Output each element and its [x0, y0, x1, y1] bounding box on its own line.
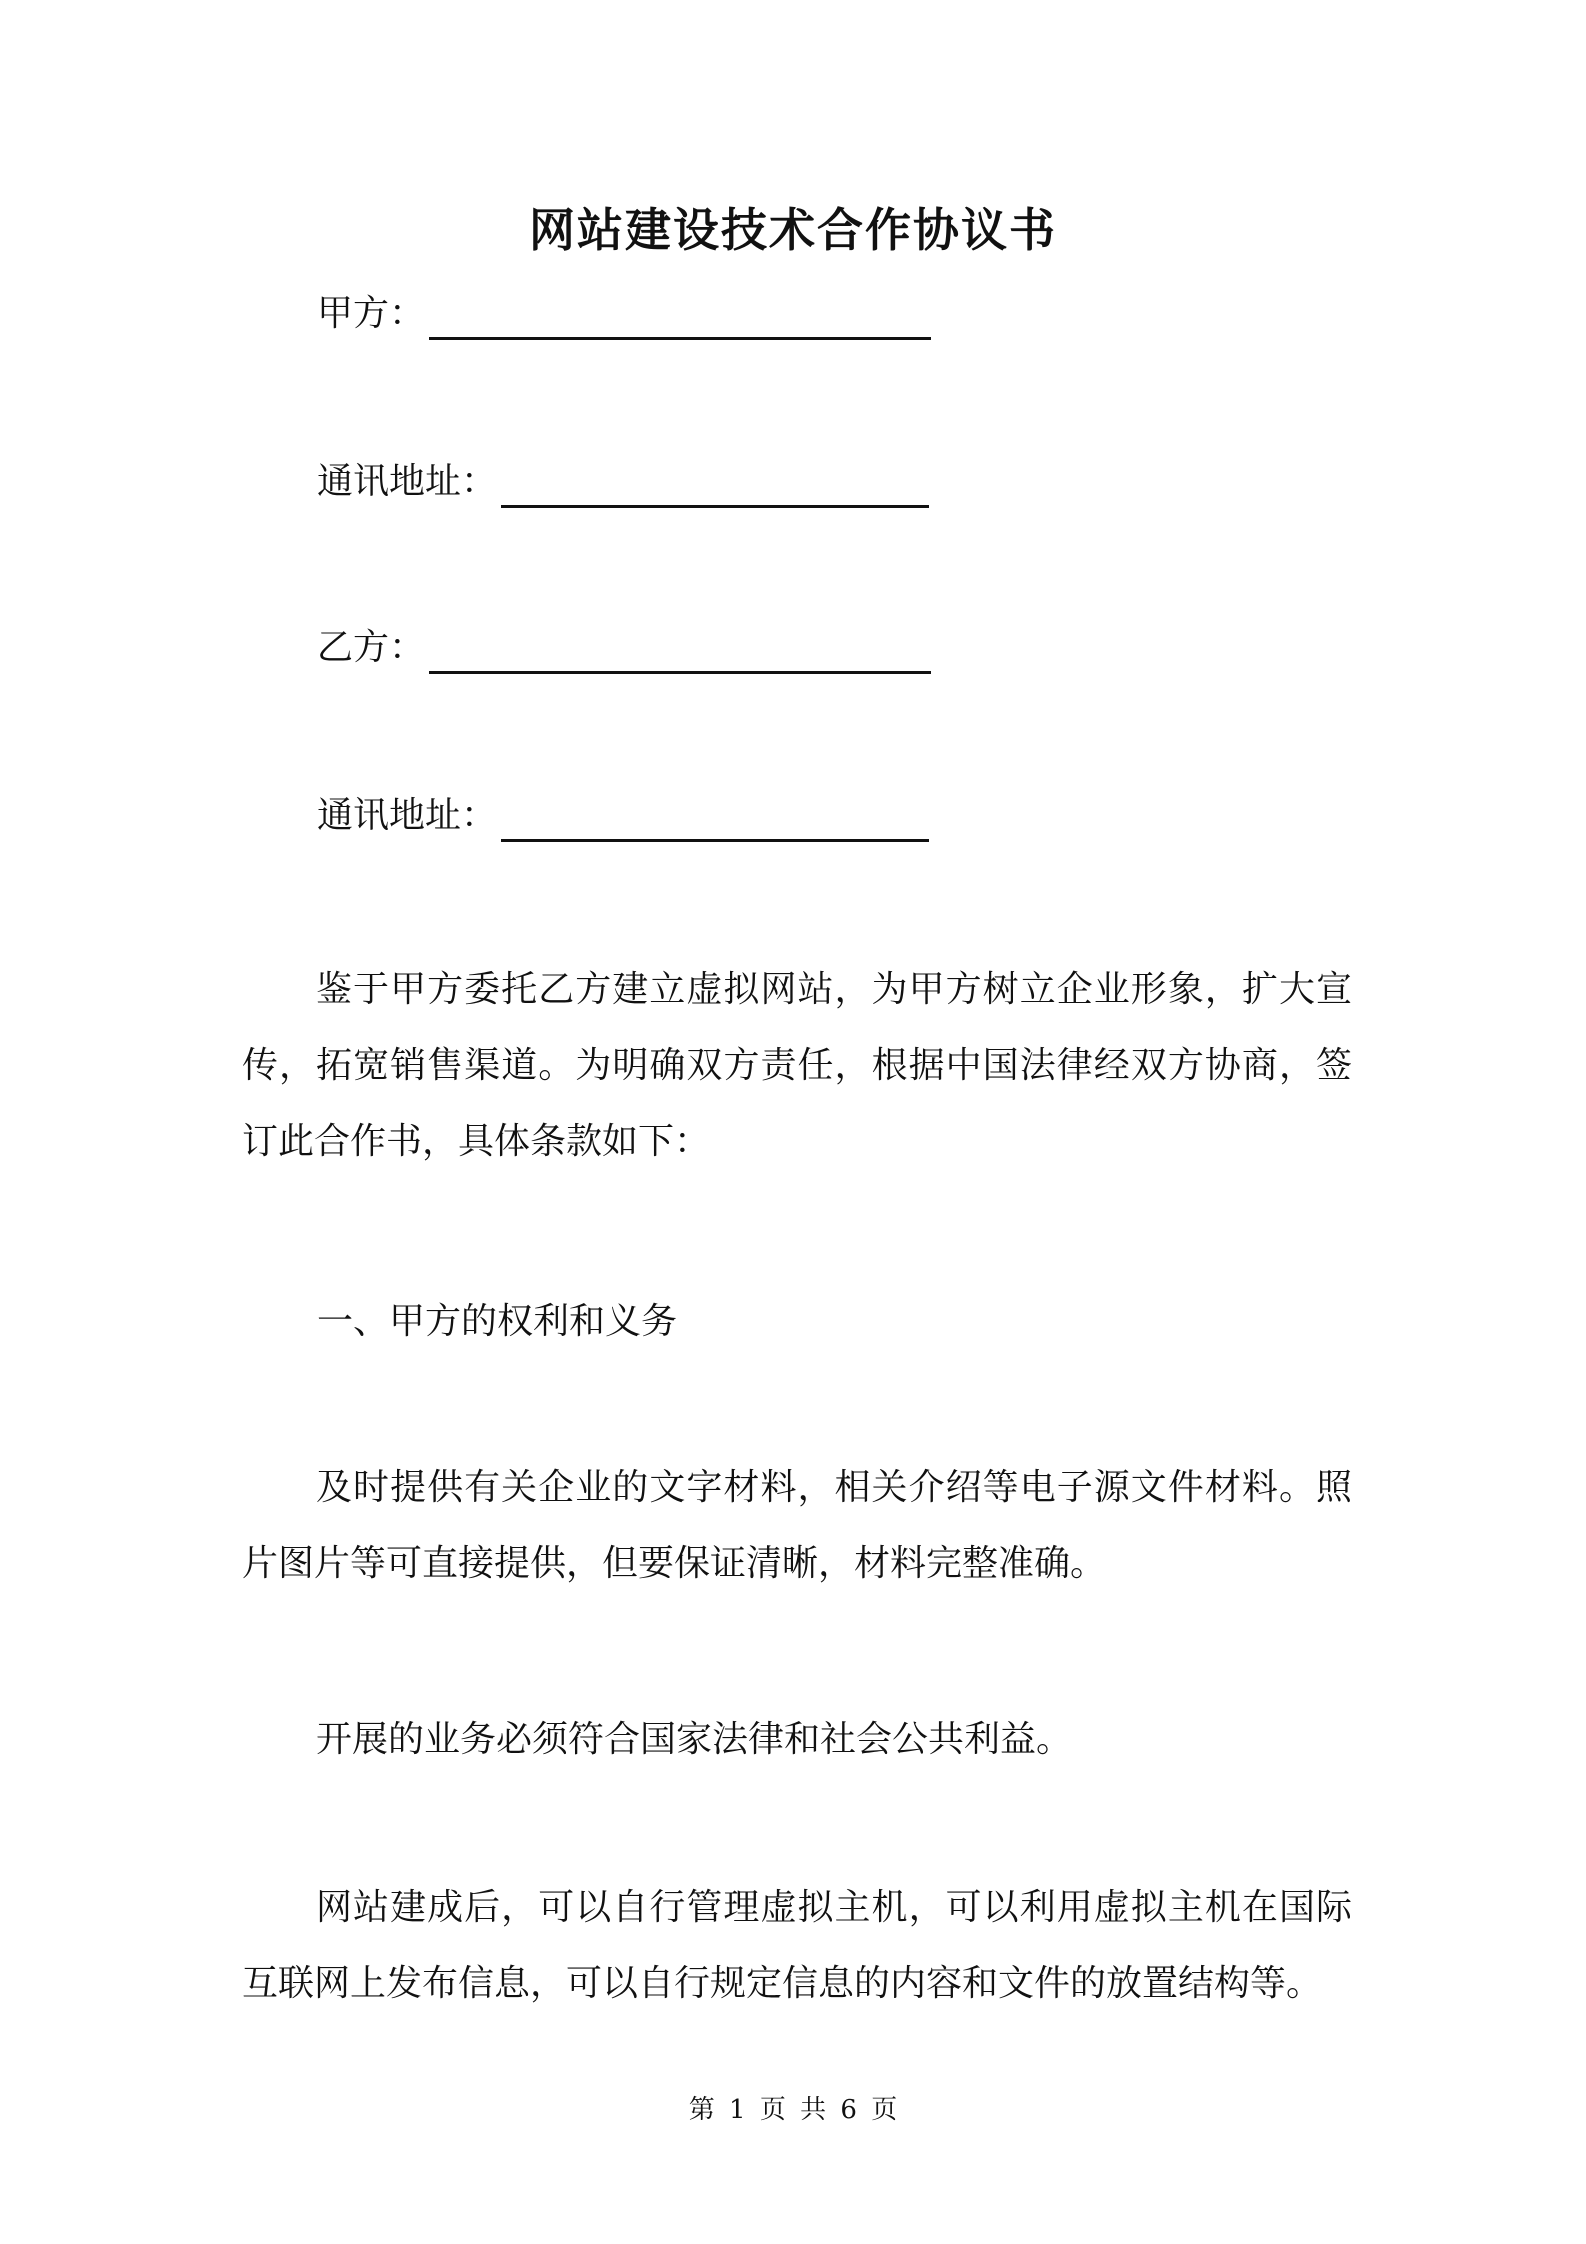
clause-1-paragraph: 及时提供有关企业的文字材料，相关介绍等电子源文件材料。照片图片等可直接提供，但要保证清晰，材料完整准确。 — [242, 1467, 1352, 1584]
party-b-address-field — [317, 790, 929, 842]
party-a-address-label: 通讯地址： — [317, 461, 498, 502]
party-a-address-field — [317, 456, 929, 508]
party-a-field — [317, 288, 931, 340]
party-b-field — [317, 622, 931, 674]
party-b-address-label: 通讯地址： — [317, 795, 498, 836]
preamble-paragraph: 鉴于甲方委托乙方建立虚拟网站，为甲方树立企业形象，扩大宣传，拓宽销售渠道。为明确双方责任，根据中国法律经双方协商，签订此合作书，具体条款如下： — [242, 969, 1352, 1162]
document-title: 网站建设技术合作协议书 — [529, 203, 1057, 257]
party-a-blank-line — [429, 297, 931, 340]
clause-3-paragraph: 网站建成后，可以自行管理虚拟主机，可以利用虚拟主机在国际互联网上发布信息，可以自行规定信息的内容和文件的放置结构等。 — [242, 1887, 1352, 2004]
clause-2-paragraph: 开展的业务必须符合国家法律和社会公共利益。 — [316, 1719, 1073, 1760]
page-number-footer: 第 1 页 共 6 页 — [688, 2095, 898, 2125]
party-a-label: 甲方： — [317, 293, 426, 334]
party-b-label: 乙方： — [317, 627, 426, 668]
party-b-address-blank-line — [501, 799, 929, 842]
party-a-address-blank-line — [501, 465, 929, 508]
section-1-heading: 一、甲方的权利和义务 — [317, 1301, 678, 1342]
party-b-blank-line — [429, 631, 931, 674]
